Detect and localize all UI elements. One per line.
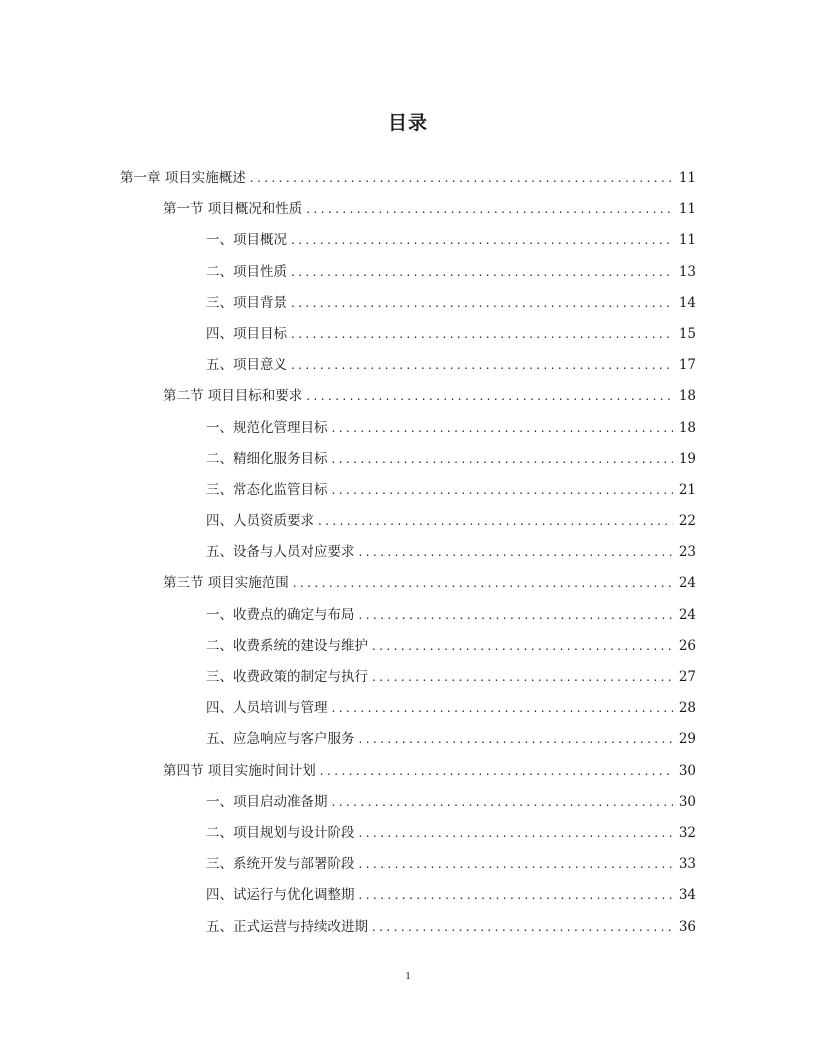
toc-entry-label: 第二节 项目目标和要求 <box>163 388 303 405</box>
toc-entry-page: 21 <box>678 481 696 498</box>
toc-entry-label: 三、项目背景 <box>206 294 287 311</box>
toc-entry-page: 30 <box>678 793 696 810</box>
toc-dot-leader <box>291 350 673 381</box>
toc-dot-leader <box>291 288 673 319</box>
toc-entry-label: 一、规范化管理目标 <box>206 419 328 436</box>
toc-dot-leader <box>318 506 673 537</box>
toc-entry-label: 五、项目意义 <box>206 357 287 374</box>
toc-entry-label: 第一节 项目概况和性质 <box>163 201 303 218</box>
toc-list <box>120 163 696 943</box>
toc-dot-leader <box>359 849 673 880</box>
toc-entry[interactable] <box>120 319 696 350</box>
toc-entry-page: 26 <box>678 637 696 654</box>
toc-entry[interactable] <box>120 912 696 943</box>
toc-entry[interactable] <box>120 413 696 444</box>
toc-dot-leader <box>332 693 673 724</box>
toc-entry-label: 第三节 项目实施范围 <box>163 575 289 592</box>
toc-entry-label: 第四节 项目实施时间计划 <box>163 762 316 779</box>
page-number: 1 <box>405 970 411 982</box>
toc-entry-label: 五、正式运营与持续改进期 <box>206 918 368 935</box>
toc-dot-leader <box>250 163 673 194</box>
toc-entry-page: 28 <box>678 700 696 717</box>
toc-entry-label: 五、设备与人员对应要求 <box>206 544 355 561</box>
toc-entry-label: 五、应急响应与客户服务 <box>206 731 355 748</box>
toc-entry-page: 32 <box>678 824 696 841</box>
toc-entry[interactable] <box>120 381 696 412</box>
toc-dot-leader <box>359 600 673 631</box>
toc-entry[interactable] <box>120 600 696 631</box>
toc-entry-page: 27 <box>678 669 696 685</box>
toc-entry-label: 二、项目规划与设计阶段 <box>206 824 355 841</box>
toc-entry[interactable] <box>120 163 696 194</box>
toc-title: 目录 <box>387 112 428 134</box>
toc-dot-leader <box>320 756 673 787</box>
toc-entry[interactable] <box>120 631 696 662</box>
toc-entry-label: 三、常态化监管目标 <box>206 481 328 498</box>
toc-entry-label: 二、项目性质 <box>206 263 287 280</box>
toc-dot-leader <box>332 787 673 818</box>
toc-entry-page: 24 <box>678 575 696 592</box>
toc-entry[interactable] <box>120 350 696 381</box>
toc-entry-label: 三、收费政策的制定与执行 <box>206 669 368 685</box>
toc-entry[interactable] <box>120 818 696 849</box>
toc-entry-page: 24 <box>678 606 696 623</box>
toc-entry[interactable] <box>120 288 696 319</box>
toc-entry-page: 18 <box>678 388 696 405</box>
toc-dot-leader <box>332 475 673 506</box>
toc-entry-label: 四、试运行与优化调整期 <box>206 887 355 904</box>
toc-entry[interactable] <box>120 568 696 599</box>
toc-dot-leader <box>291 257 673 288</box>
toc-entry[interactable] <box>120 787 696 818</box>
toc-dot-leader <box>291 225 673 256</box>
toc-dot-leader <box>359 724 673 755</box>
toc-entry[interactable] <box>120 724 696 755</box>
toc-dot-leader <box>359 818 673 849</box>
toc-entry[interactable] <box>120 225 696 256</box>
toc-entry-page: 11 <box>678 201 696 218</box>
toc-entry[interactable] <box>120 257 696 288</box>
toc-entry[interactable] <box>120 693 696 724</box>
toc-dot-leader <box>306 381 673 412</box>
toc-dot-leader <box>359 537 673 568</box>
toc-dot-leader <box>372 912 673 943</box>
toc-entry[interactable] <box>120 756 696 787</box>
toc-entry-page: 29 <box>678 731 696 748</box>
toc-entry[interactable] <box>120 537 696 568</box>
toc-entry-page: 11 <box>678 170 696 186</box>
toc-entry-page: 17 <box>678 357 696 374</box>
toc-entry-label: 一、项目启动准备期 <box>206 793 328 810</box>
toc-entry-label: 一、收费点的确定与布局 <box>206 606 355 623</box>
toc-dot-leader <box>293 568 673 599</box>
toc-dot-leader <box>332 444 673 475</box>
toc-dot-leader <box>359 880 673 911</box>
toc-entry-label: 四、人员培训与管理 <box>206 700 328 717</box>
toc-entry-page: 22 <box>678 513 696 530</box>
toc-dot-leader <box>372 631 673 662</box>
toc-entry-label: 三、系统开发与部署阶段 <box>206 856 355 873</box>
toc-entry-page: 18 <box>678 419 696 436</box>
toc-entry-page: 23 <box>678 544 696 561</box>
toc-entry[interactable] <box>120 849 696 880</box>
toc-entry-page: 13 <box>678 263 696 280</box>
toc-dot-leader <box>372 662 673 693</box>
toc-entry-page: 11 <box>678 232 696 249</box>
toc-entry-label: 二、精细化服务目标 <box>206 450 328 467</box>
toc-entry-page: 19 <box>678 450 696 467</box>
toc-entry-page: 30 <box>678 762 696 779</box>
toc-entry[interactable] <box>120 880 696 911</box>
toc-entry[interactable] <box>120 506 696 537</box>
toc-entry-label: 二、收费系统的建设与维护 <box>206 637 368 654</box>
toc-entry-page: 36 <box>678 918 696 935</box>
toc-entry[interactable] <box>120 475 696 506</box>
toc-dot-leader <box>332 413 673 444</box>
toc-entry-page: 15 <box>678 325 696 342</box>
toc-entry-label: 一、项目概况 <box>206 232 287 249</box>
toc-entry-page: 33 <box>678 856 696 873</box>
toc-entry[interactable] <box>120 662 696 693</box>
toc-dot-leader <box>306 194 673 225</box>
toc-dot-leader <box>291 319 673 350</box>
toc-entry[interactable] <box>120 194 696 225</box>
toc-entry-label: 四、人员资质要求 <box>206 513 314 530</box>
toc-entry-page: 34 <box>678 887 696 904</box>
toc-entry[interactable] <box>120 444 696 475</box>
toc-entry-label: 四、项目目标 <box>206 325 287 342</box>
toc-entry-page: 14 <box>678 294 696 311</box>
toc-entry-label: 第一章 项目实施概述 <box>120 170 246 186</box>
